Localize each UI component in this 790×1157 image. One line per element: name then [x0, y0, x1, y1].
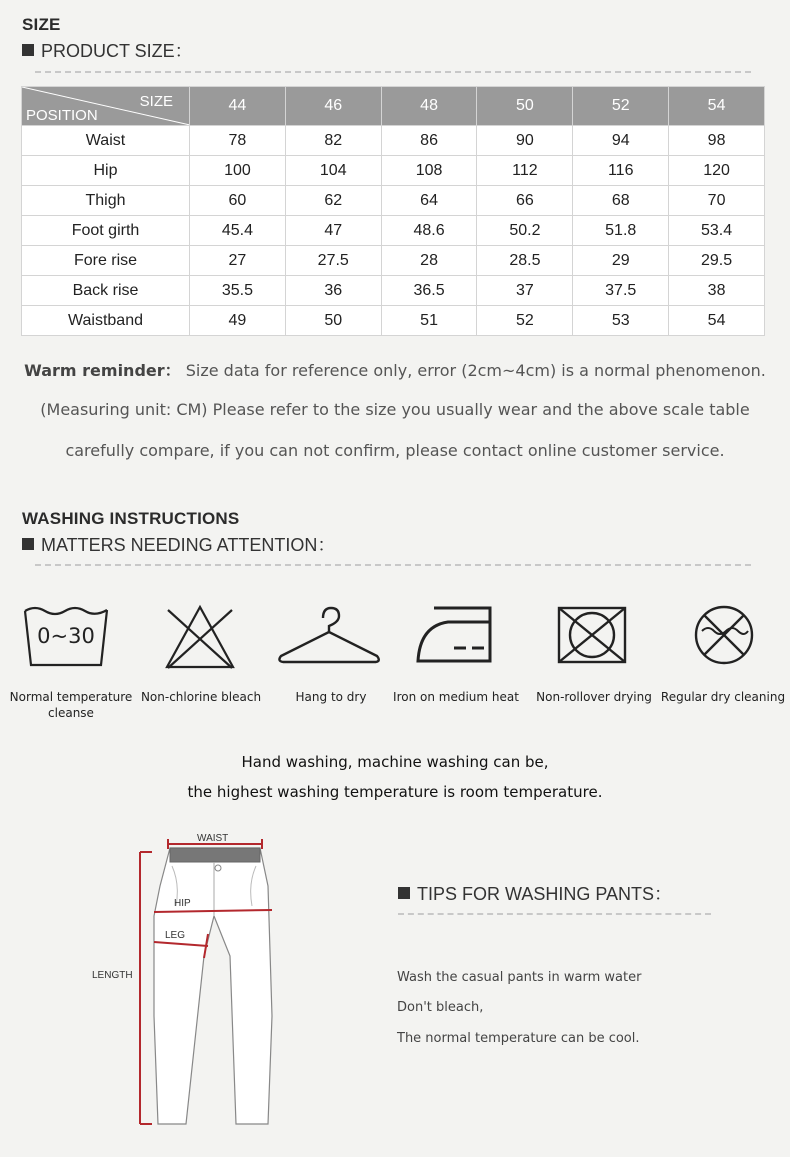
no-dry-clean-icon — [692, 603, 756, 667]
tip-line: The normal temperature can be cool. — [397, 1031, 640, 1046]
reminder-text: Size data for reference only, error (2cm~4cm) is a normal phenomenon. — [185, 361, 766, 380]
value-cell: 49 — [190, 306, 286, 336]
product-size-label: PRODUCT SIZE： — [41, 41, 193, 61]
size-table — [21, 86, 765, 336]
square-bullet-icon — [22, 538, 34, 550]
value-cell: 112 — [477, 156, 573, 186]
value-cell: 36 — [285, 276, 381, 306]
value-cell: 120 — [669, 156, 765, 186]
leg-label: LEG — [165, 930, 186, 941]
table-row — [22, 156, 765, 186]
reminder-label: Warm reminder： — [24, 361, 181, 380]
position-cell: Fore rise — [22, 246, 190, 276]
care-label: Non-rollover drying — [536, 690, 652, 704]
value-cell: 36.5 — [381, 276, 477, 306]
value-cell: 52 — [477, 306, 573, 336]
tips-title: TIPS FOR WASHING PANTS： — [417, 884, 673, 904]
value-cell: 28 — [381, 246, 477, 276]
square-bullet-icon — [398, 887, 410, 899]
position-cell: Waistband — [22, 306, 190, 336]
size-header: 54 — [669, 87, 765, 126]
tip-line: Don't bleach, — [397, 1000, 484, 1015]
care-label: Regular dry cleaning — [660, 690, 786, 704]
value-cell: 37.5 — [573, 276, 669, 306]
table-row — [22, 216, 765, 246]
position-cell: Foot girth — [22, 216, 190, 246]
value-cell: 60 — [190, 186, 286, 216]
value-cell: 50.2 — [477, 216, 573, 246]
value-cell: 116 — [573, 156, 669, 186]
value-cell: 35.5 — [190, 276, 286, 306]
care-label: Hang to dry — [295, 690, 367, 704]
tips-heading — [398, 880, 672, 906]
size-header: 48 — [381, 87, 477, 126]
corner-size-label: SIZE — [139, 93, 173, 110]
value-cell: 54 — [669, 306, 765, 336]
hip-label: HIP — [174, 898, 191, 909]
value-cell: 78 — [190, 126, 286, 156]
size-section-title: SIZE — [22, 15, 61, 34]
table-row — [22, 276, 765, 306]
value-cell: 70 — [669, 186, 765, 216]
value-cell: 28.5 — [477, 246, 573, 276]
value-cell: 48.6 — [381, 216, 477, 246]
value-cell: 62 — [285, 186, 381, 216]
no-tumble-dry-icon — [555, 604, 629, 666]
value-cell: 27.5 — [285, 246, 381, 276]
size-header: 44 — [190, 87, 286, 126]
value-cell: 82 — [285, 126, 381, 156]
position-cell: Waist — [22, 126, 190, 156]
corner-position-label: POSITION — [26, 107, 98, 124]
value-cell: 37 — [477, 276, 573, 306]
value-cell: 94 — [573, 126, 669, 156]
divider — [35, 564, 751, 566]
reminder-line-3: carefully compare, if you can not confirm, please contact online customer service. — [65, 441, 725, 460]
value-cell: 53 — [573, 306, 669, 336]
care-label: Iron on medium heat — [393, 690, 519, 704]
no-bleach-icon — [164, 604, 236, 670]
care-label — [6, 689, 136, 721]
value-cell: 86 — [381, 126, 477, 156]
value-cell: 90 — [477, 126, 573, 156]
value-cell: 108 — [381, 156, 477, 186]
length-label: LENGTH — [92, 970, 133, 981]
value-cell: 64 — [381, 186, 477, 216]
position-cell: Hip — [22, 156, 190, 186]
iron-icon — [414, 604, 496, 664]
value-cell: 100 — [190, 156, 286, 186]
wash-temperature-text: 0~30 — [37, 624, 95, 648]
reminder-line-2: (Measuring unit: CM) Please refer to the size you usually wear and the above scale table — [40, 400, 750, 419]
hand-washing-line-2: the highest washing temperature is room temperature. — [187, 783, 603, 801]
care-label-line: cleanse — [48, 706, 94, 720]
value-cell: 51 — [381, 306, 477, 336]
size-header: 46 — [285, 87, 381, 126]
value-cell: 27 — [190, 246, 286, 276]
value-cell: 51.8 — [573, 216, 669, 246]
waist-label: WAIST — [197, 833, 229, 844]
value-cell: 50 — [285, 306, 381, 336]
care-label-line: Normal temperature — [9, 690, 133, 704]
table-row — [22, 186, 765, 216]
value-cell: 98 — [669, 126, 765, 156]
position-cell: Back rise — [22, 276, 190, 306]
tip-line: Wash the casual pants in warm water — [397, 970, 642, 985]
care-label: Non-chlorine bleach — [140, 690, 262, 704]
value-cell: 104 — [285, 156, 381, 186]
value-cell: 53.4 — [669, 216, 765, 246]
size-header: 50 — [477, 87, 573, 126]
matters-label: MATTERS NEEDING ATTENTION： — [41, 535, 336, 555]
divider — [398, 913, 711, 915]
value-cell: 47 — [285, 216, 381, 246]
table-row — [22, 126, 765, 156]
value-cell: 29 — [573, 246, 669, 276]
size-header: 52 — [573, 87, 669, 126]
table-row — [22, 246, 765, 276]
square-bullet-icon — [22, 44, 34, 56]
product-size-heading — [22, 37, 193, 63]
value-cell: 38 — [669, 276, 765, 306]
value-cell: 68 — [573, 186, 669, 216]
divider — [35, 71, 751, 73]
position-cell: Thigh — [22, 186, 190, 216]
value-cell: 66 — [477, 186, 573, 216]
hanger-icon — [277, 604, 382, 666]
table-corner-cell — [22, 87, 190, 126]
table-row — [22, 306, 765, 336]
size-header-row — [22, 87, 765, 126]
value-cell: 29.5 — [669, 246, 765, 276]
reminder-line-1 — [0, 358, 790, 381]
value-cell: 45.4 — [190, 216, 286, 246]
hand-washing-line-1: Hand washing, machine washing can be, — [241, 753, 549, 771]
matters-heading — [22, 531, 335, 557]
washing-section-title: WASHING INSTRUCTIONS — [22, 509, 240, 528]
